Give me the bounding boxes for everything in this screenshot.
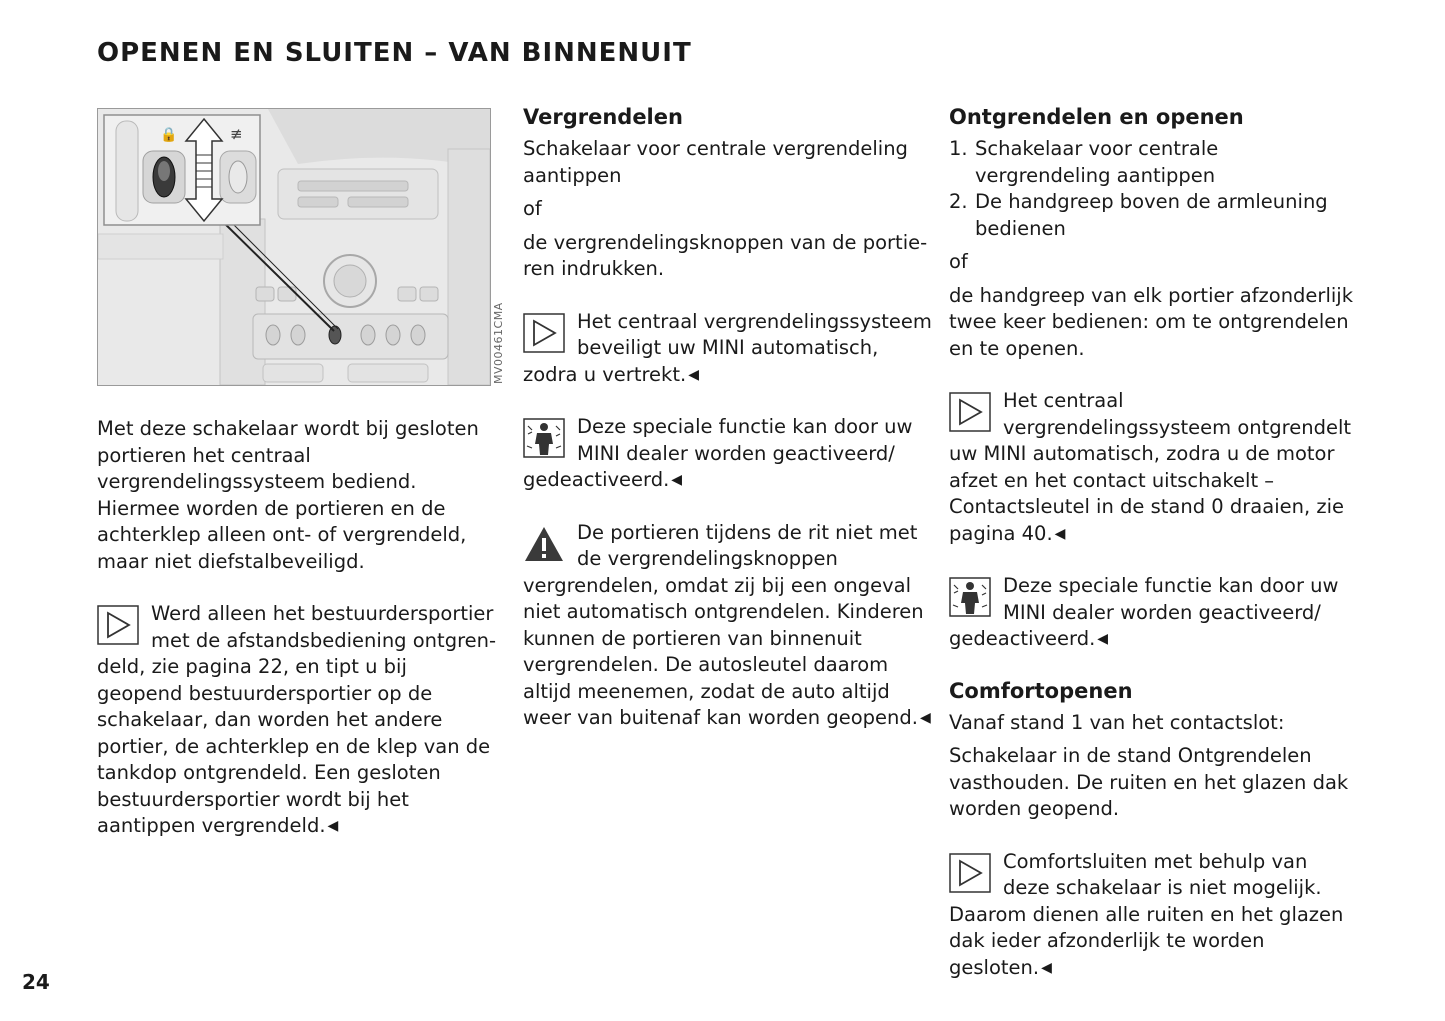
note-text: Deze speciale functie kan door uw MINI dealer worden geactiveerd/ gedeactiveerd. ◀ [949,574,1338,650]
note-block [523,414,933,494]
warning-block [523,520,933,732]
heading-ontgrendelen: Ontgrendelen en openen [949,105,1244,129]
note-text: Het centraal vergrendelingssysteem beveiligt uw MINI automatisch, zodra u vertrekt. ◀ [523,310,932,386]
warning-text: De portieren tijdens de rit niet met de vergrendelingsknoppen vergrendelen, omdat zij bij een ongeval niet automatisch ontgrendelen. Kinderen kunnen de portieren van binnenuit vergrendelen. De autosleutel daarom altijd meenemen, zodat de auto altijd weer van buitenaf kan worden geopend. ◀ [523,521,931,730]
note-text: Werd alleen het bestuurdersportier met de afstandsbediening ontgrendeld, zie pagina 22, en tipt u bij geopend bestuurdersportier op de schakelaar, dan worden het andere portier, de achterklep en de klep van de tankdop ontgrendeld. Een gesloten bestuurdersportier wordt bij het aantippen vergrendeld. ◀ [97,602,496,837]
dashboard-figure [97,108,491,386]
dealer-mechanic-icon [949,577,991,617]
paragraph: Vanaf stand 1 van het contactslot: [949,710,1285,734]
paragraph: de vergrendelingsknoppen van de portieren indrukken. [523,230,928,280]
note-block [523,309,933,389]
page-number: 24 [22,970,50,994]
column-right [949,103,1354,981]
note-triangle-icon [949,392,991,432]
note-text: Deze speciale functie kan door uw MINI dealer worden geactiveerd/ gedeactiveerd. ◀ [523,415,912,491]
intro-paragraph: Met deze schakelaar wordt bij gesloten portieren het centraal vergrendelingssysteem bediend. Hiermee worden de portieren en de achterklep alleen ont- of vergrendeld, maar niet diefstalbeveiligd. [97,417,479,573]
warning-icon [523,524,565,564]
steps-list [949,136,1354,242]
list-item: 2. De handgreep boven de armleuning bedienen [949,190,1328,240]
paragraph: of [523,197,542,220]
heading-vergrendelen: Vergrendelen [523,105,683,129]
list-item: 1. Schakelaar voor centrale vergrendeling aantippen [949,137,1219,187]
lock-icon: 🔒 [160,127,178,143]
paragraph: Schakelaar voor centrale vergrendeling aantippen [523,137,908,187]
note-block [949,573,1354,653]
paragraph: Schakelaar in de stand Ontgrendelen vasthouden. De ruiten en het glazen dak worden geopend. [949,744,1349,820]
dashboard-illustration [98,109,490,385]
figure-code: MV00461CMA [492,302,505,384]
note-triangle-icon [523,313,565,353]
paragraph: of [949,250,968,273]
page-title: OPENEN EN SLUITEN – VAN BINNENUIT [97,38,692,68]
note-text: Comfortsluiten met behulp van deze schakelaar is niet mogelijk. Daarom dienen alle ruiten en het glazen dak ieder afzonderlijk te worden gesloten. ◀ [949,850,1343,979]
note-text: Het centraal vergrendelingssysteem ontgrendelt uw MINI automatisch, zodra u de motor afzet en het contact uitschakelt – Contactsleutel in de stand 0 draaien, zie pagina 40. ◀ [949,389,1351,545]
paragraph: de handgreep van elk portier afzonderlijk twee keer bedienen: om te ontgrendelen en te openen. [949,283,1353,360]
column-left [97,416,497,840]
note-block [97,601,497,840]
heading-comfortopenen: Comfortopenen [949,678,1133,703]
note-triangle-icon [949,853,991,893]
dealer-mechanic-icon [523,418,565,458]
column-middle [523,103,933,732]
note-block [949,388,1354,547]
note-triangle-icon [97,605,139,645]
note-block [949,849,1354,982]
fog-light-icon: ≢ [230,125,243,143]
